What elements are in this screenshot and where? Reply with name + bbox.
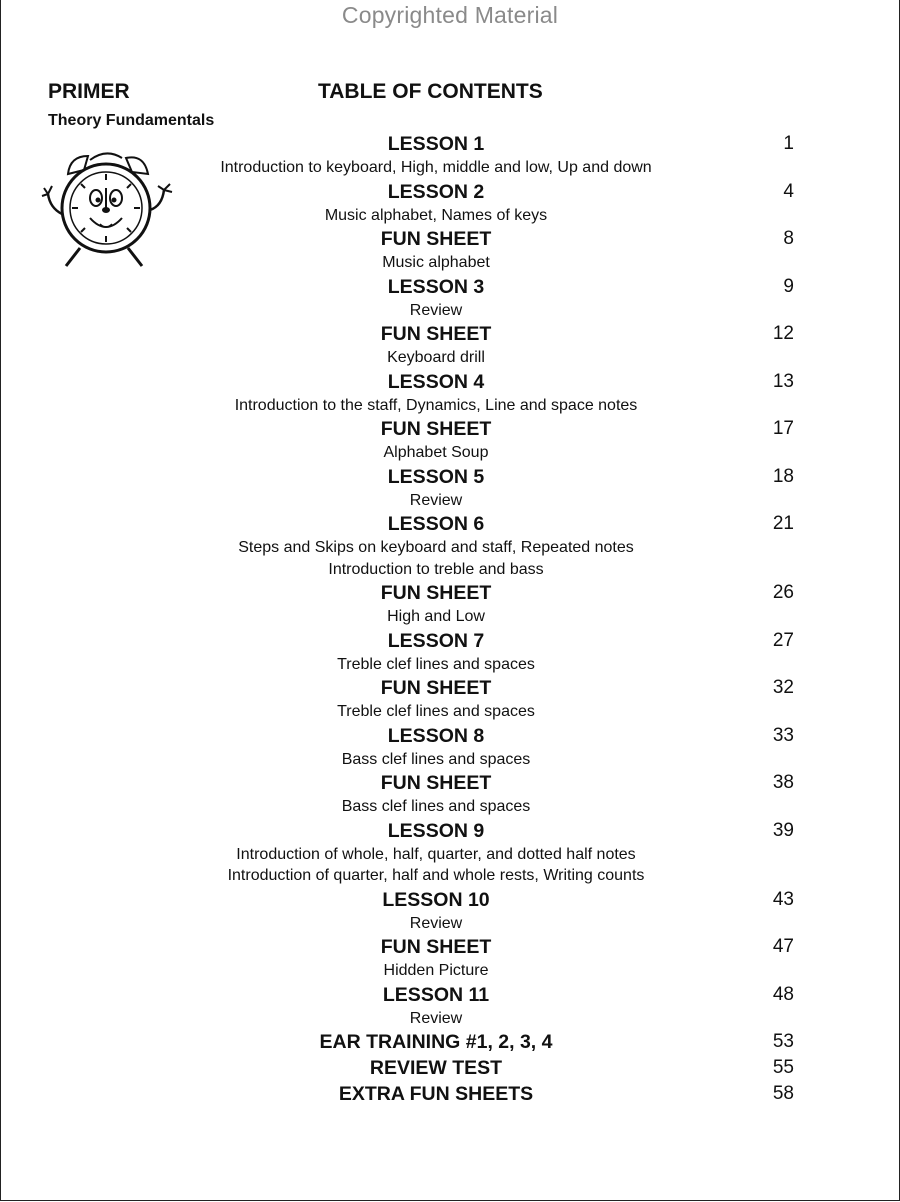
toc-entry-title: FUN SHEET [380,323,492,345]
toc-entry-title: FUN SHEET [380,582,492,604]
toc-entry-title: FUN SHEET [380,677,492,699]
toc-entry-title: LESSON 5 [387,465,485,488]
toc-entry-page-number: 33 [772,724,794,746]
toc-entry [0,982,900,1030]
toc-entry-page-number: 38 [772,772,794,793]
toc-entry-page-number: 48 [772,983,794,1005]
toc-entry [0,274,900,322]
toc-entry-title: LESSON 2 [387,180,485,203]
toc-entry-description: Steps and Skips on keyboard and staff, Repeated notes [238,539,634,556]
toc-entry-title: FUN SHEET [380,936,492,958]
toc-entry-description: Alphabet Soup [383,444,489,461]
toc-entry-description: Introduction of whole, half, quarter, and dotted half notes [236,845,636,863]
toc-entry-page-number: 8 [783,228,794,249]
toc-entry [0,321,900,369]
toc-entry-description: Keyboard drill [387,349,485,366]
toc-entry-title: LESSON 7 [387,629,485,652]
toc-entry-title: EAR TRAINING #1, 2, 3, 4 [319,1031,553,1053]
toc-entry [0,580,900,628]
table-of-contents-list [0,131,900,1107]
toc-entry-title: LESSON 4 [387,370,485,393]
book-subtitle: Theory Fundamentals [48,112,215,129]
toc-entry [0,770,900,818]
toc-entry-page-number: 58 [772,1083,794,1104]
page-title: TABLE OF CONTENTS [318,80,543,103]
toc-entry-description: Introduction to the staff, Dynamics, Line and space notes [234,396,638,414]
toc-entry [0,1055,900,1081]
toc-entry [0,226,900,274]
toc-entry-page-number: 21 [772,513,794,534]
toc-entry-description: Treble clef lines and spaces [337,655,535,673]
toc-entry-description: Review [409,1009,463,1027]
toc-entry [0,416,900,464]
toc-entry-title: REVIEW TEST [369,1057,503,1079]
toc-entry [0,628,900,676]
toc-entry-title: LESSON 10 [382,888,490,911]
toc-entry-page-number: 27 [772,629,794,651]
copyright-watermark: Copyrighted Material [341,2,559,28]
toc-entry [0,464,900,512]
toc-entry-title: LESSON 8 [387,724,485,747]
toc-entry-title: LESSON 6 [387,513,485,535]
toc-entry [0,369,900,417]
toc-entry-title: EXTRA FUN SHEETS [338,1083,534,1105]
toc-entry [0,1081,900,1107]
book-level-label: PRIMER [48,80,130,103]
toc-entry-page-number: 13 [772,370,794,392]
toc-entry-page-number: 53 [772,1031,794,1052]
toc-entry [0,675,900,723]
toc-entry-description: Music alphabet, Names of keys [324,206,548,224]
toc-entry-description: Bass clef lines and spaces [341,750,531,768]
toc-entry-page-number: 18 [772,465,794,487]
toc-entry-page-number: 17 [772,418,794,439]
toc-entry-page-number: 47 [772,936,794,957]
toc-entry-title: LESSON 9 [387,819,485,842]
toc-entry [0,131,900,179]
toc-entry-description: Review [409,914,463,932]
toc-entry [0,934,900,982]
toc-entry-title: LESSON 1 [387,133,485,155]
toc-entry [0,1029,900,1055]
toc-entry-description: Review [409,301,463,319]
toc-entry [0,511,900,580]
toc-entry-description: Review [409,491,463,509]
toc-entry-page-number: 43 [772,888,794,910]
toc-entry-page-number: 1 [783,133,794,154]
toc-entry-description: Introduction of quarter, half and whole rests, Writing counts [227,867,645,884]
toc-entry [0,818,900,887]
toc-entry-title: LESSON 11 [382,983,490,1006]
toc-entry-description: Hidden Picture [383,962,489,979]
toc-entry-description: High and Low [387,608,485,625]
toc-entry [0,723,900,771]
toc-entry-title: LESSON 3 [387,275,485,298]
toc-entry-description: Introduction to keyboard, High, middle and low, Up and down [220,159,652,176]
toc-entry [0,179,900,227]
toc-entry-page-number: 9 [783,275,794,297]
toc-entry-page-number: 26 [772,582,794,603]
toc-entry-page-number: 39 [772,819,794,841]
toc-entry-page-number: 32 [772,677,794,698]
toc-entry-description: Treble clef lines and spaces [337,703,535,720]
toc-entry-description: Bass clef lines and spaces [341,798,531,815]
toc-entry [0,887,900,935]
toc-entry-page-number: 4 [783,180,794,202]
toc-entry-description: Introduction to treble and bass [328,560,544,578]
toc-entry-page-number: 12 [772,323,794,344]
toc-entry-title: FUN SHEET [380,418,492,440]
toc-entry-title: FUN SHEET [380,772,492,794]
toc-entry-description: Music alphabet [382,254,490,271]
toc-entry-page-number: 55 [772,1057,794,1078]
toc-entry-title: FUN SHEET [380,228,492,250]
